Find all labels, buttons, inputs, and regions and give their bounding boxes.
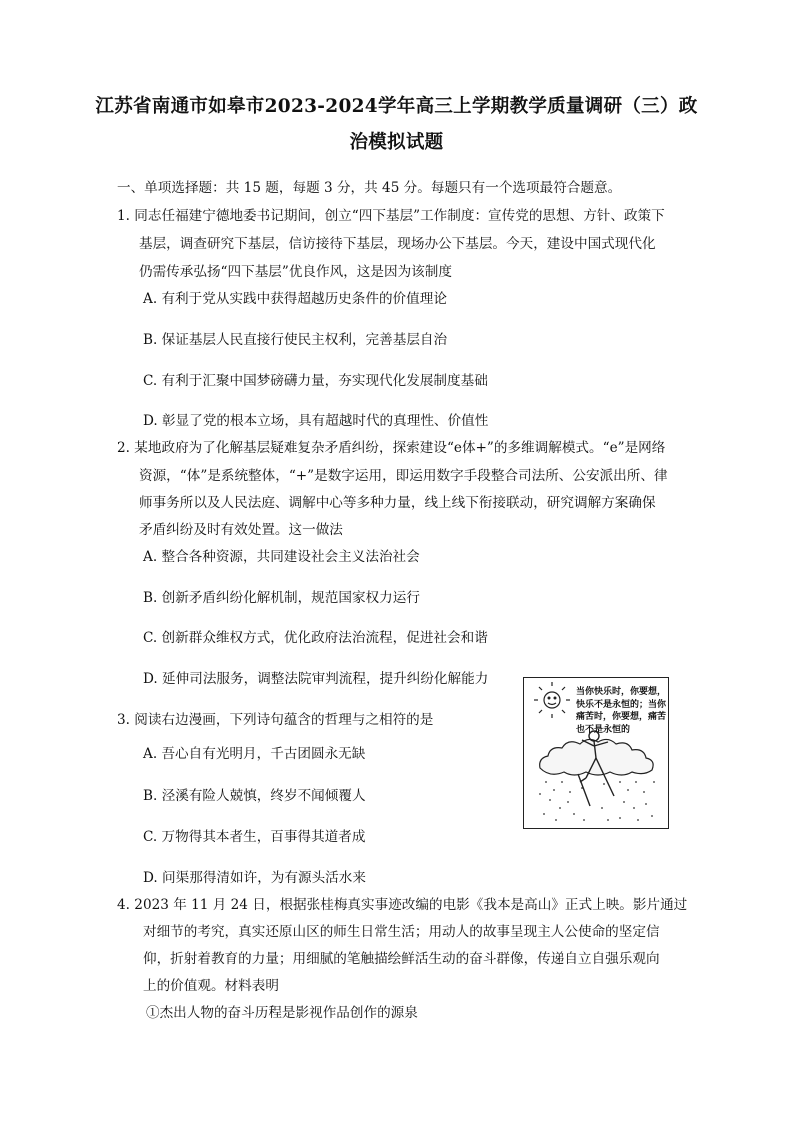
sun-icon	[534, 682, 570, 718]
option-a: A. 整合各种资源，共同建设社会主义法治社会	[143, 549, 420, 565]
option-c: C. 万物得其本者生，百事得其道者成	[143, 829, 366, 845]
option-b: B. 保证基层人民直接行使民主权利，完善基层自治	[143, 332, 448, 348]
option-d: D. 彰显了党的根本立场，具有超越时代的真理性、价值性	[143, 413, 489, 429]
option-b: B. 泾溪有险人兢慎，终岁不闻倾覆人	[143, 788, 366, 804]
option-c: C. 创新群众维权方式，优化政府法治流程，促进社会和谐	[143, 630, 488, 646]
question-stem-line: 2. 某地政府为了化解基层疑难复杂矛盾纠纷，探索建设“e体+”的多维调解模式。“e”是网络	[117, 440, 666, 456]
option-a: A. 吾心自有光明月，千古团圆永无缺	[143, 746, 366, 762]
question-stem-line: 师事务所以及人民法庭、调解中心等多种力量，线上线下衔接联动，研究调解方案确保	[139, 495, 656, 511]
title-line-2: 治模拟试题	[349, 132, 444, 153]
section-heading: 一、单项选择题：共 15 题，每题 3 分，共 45 分。每题只有一个选项最符合题意。	[117, 180, 622, 196]
option-c: C. 有利于汇聚中国梦磅礴力量，夯实现代化发展制度基础	[143, 373, 488, 389]
option-a: A. 有利于党从实践中获得超越历史条件的价值理论	[143, 291, 447, 307]
question-stem-line: 对细节的考究，真实还原山区的师生日常生活；用动人的故事呈现主人公使命的坚定信	[143, 924, 660, 940]
rain-drops	[539, 781, 655, 821]
question-stem-line: 4. 2023 年 11 月 24 日，根据张桂梅真实事迹改编的电影《我本是高山》正式上映。影片通过	[117, 897, 688, 913]
title-line-1: 江苏省南通市如皋市2023-2024学年高三上学期教学质量调研（三）政	[95, 96, 698, 117]
question-stem-line: 1. 同志任福建宁德地委书记期间，创立“四下基层”工作制度：宣传党的思想、方针、政策下	[117, 208, 665, 224]
option-b: B. 创新矛盾纠纷化解机制，规范国家权力运行	[143, 590, 420, 606]
question-stem-line: 矛盾纠纷及时有效处置。这一做法	[139, 522, 343, 538]
option-1: ①杰出人物的奋斗历程是影视作品创作的源泉	[146, 1005, 418, 1021]
comic-illustration	[523, 677, 669, 829]
question-stem-line: 资源，“体”是系统整体，“+”是数字运用，即运用数字手段整合司法所、公安派出所、律	[139, 468, 668, 484]
option-d: D. 问渠那得清如许，为有源头活水来	[143, 870, 366, 886]
question-stem-line: 基层，调查研究下基层，信访接待下基层，现场办公下基层。今天，建设中国式现代化	[139, 236, 656, 252]
question-stem-line: 上的价值观。材料表明	[143, 978, 279, 994]
option-d: D. 延伸司法服务，调整法院审判流程，提升纠纷化解能力	[143, 671, 489, 687]
question-stem-line: 仍需传承弘扬“四下基层”优良作风，这是因为该制度	[139, 264, 452, 280]
question-stem-line: 3. 阅读右边漫画，下列诗句蕴含的哲理与之相符的是	[117, 712, 434, 728]
comic-caption: 当你快乐时，你要想，快乐不是永恒的；当你痛苦时，你要想，痛苦也不是永恒的	[576, 687, 667, 735]
question-stem-line: 仰，折射着教育的力量；用细腻的笔触描绘鲜活生动的奋斗群像，传递自立自强乐观向	[143, 951, 660, 967]
